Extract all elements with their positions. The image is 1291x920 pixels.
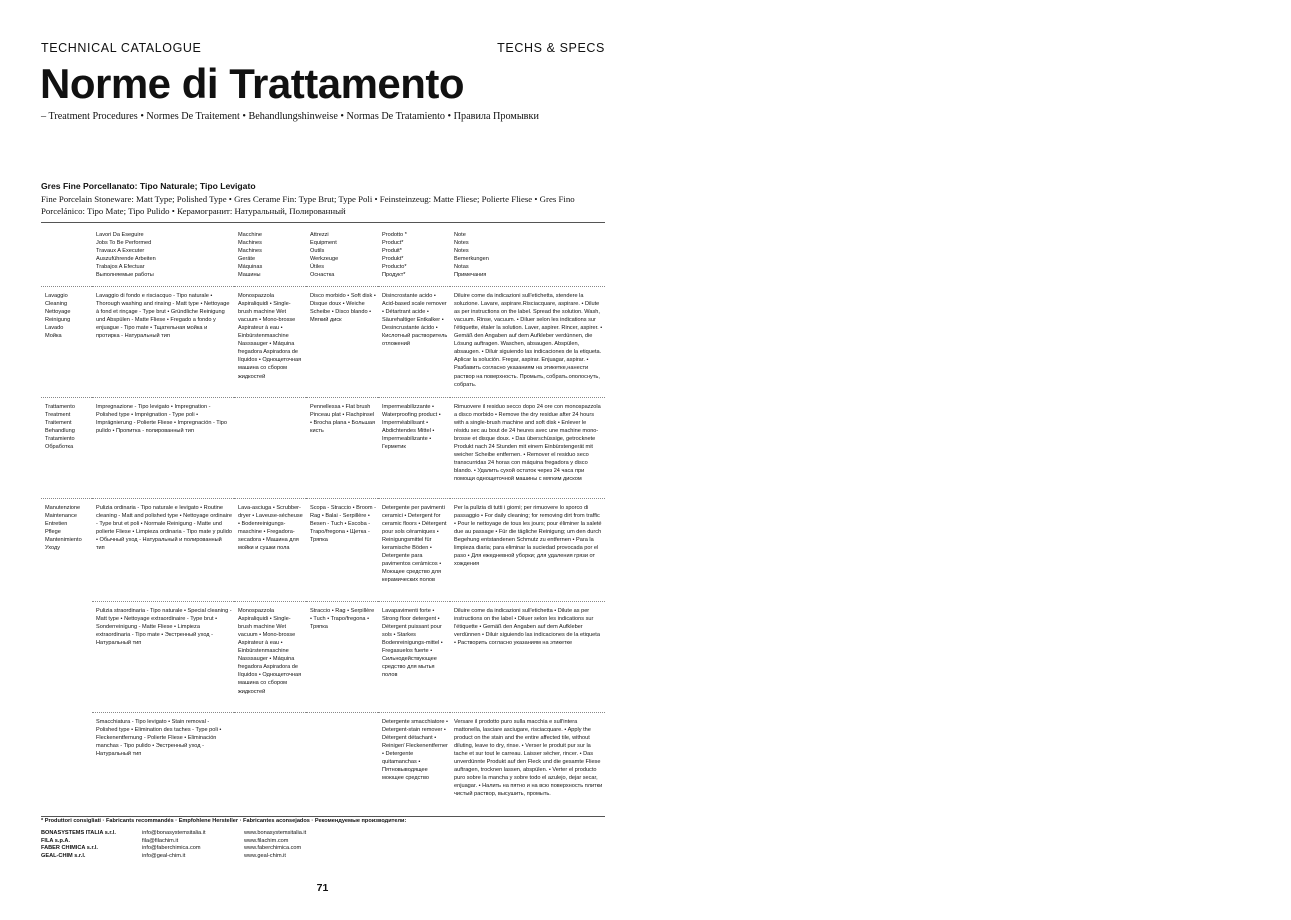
header-equipment: Attrezzi Equipment Outils Werkzeuge Útiles Оснастка xyxy=(310,232,339,279)
row-machines: Monospazzola Aspiraliquidi • Single-brush machine Wet vacuum • Mono-brosse Aspirateur à eau • Einbürstenmaschine Nasssauger • Máquina fregadora Aspiradora de líquidos • Однощеточная машина со сбором жидкостей xyxy=(234,286,306,397)
row-notes: Diluire come da indicazioni sull'etichetta • Dilute as per instructions on the label • Diluer selon les indications sur l'étiquette • Gemäß den Angaben auf dem Aufkleber verdünnen • Diluir siguiendo las indicaciones de la etiqueta • Растворить согласно указаниям на этикетке xyxy=(450,601,605,712)
section-title: Gres Fine Porcellanato: Tipo Naturale; Tipo Levigato xyxy=(41,181,256,191)
producer-email[interactable]: info@bonasystemsitalia.it xyxy=(142,830,206,836)
row-notes: Per la pulizia di tutti i giorni; per rimuovere lo sporco di passaggio • For daily cleaning; for removing dirt from traffic • Pour le nettoyage de tous les jours; pour éliminer la saleté due au passage • Für die tägliche Reinigung; um den durch Begehung entstandenen Schmutz zu entfernen • Para la limpieza diaria; para eliminar la suciedad provocada por el paso • Для ежедневной уборки; для удаления грязи от хождения xyxy=(450,498,605,601)
running-header xyxy=(41,41,605,55)
producer-name: FILA s.p.A. xyxy=(41,837,71,844)
treatment-table xyxy=(41,223,605,817)
header-left: TECHNICAL CATALOGUE xyxy=(41,41,202,55)
row-equipment: Straccio • Rag • Serpillère • Tuch • Trapo/fregona • Тряпка xyxy=(306,601,378,712)
row-equipment: Scopa - Straccio • Broom - Rag • Balai - Serpillère • Besen - Tuch • Escoba - Trapo/fregona • Щетка - Тряпка xyxy=(306,498,378,601)
row-jobs: Smacchiatura - Tipo levigato • Stain removal - Polished type • Elimination des taches - Type poli • Fleckenentfernung - Polierte Fliese • Eliminación manchas - Tipo pulido • Экстренный уход - Натуральный тип xyxy=(92,712,234,816)
producer-name: BONASYSTEMS ITALIA s.r.l. xyxy=(41,830,116,836)
producer-website[interactable]: www.filachim.com xyxy=(244,837,289,844)
producer-name: GEAL-CHIM s.r.l. xyxy=(41,852,86,859)
producer-name: FABER CHIMICA s.r.l. xyxy=(41,845,98,852)
header-right: TECHS & SPECS xyxy=(497,41,605,55)
row-machines xyxy=(234,397,306,498)
header-notes: Note Notes Notes Bemerkungen Notas Примечания xyxy=(454,232,489,279)
section-subtitle: Fine Porcelain Stoneware: Matt Type; Polished Type • Gres Cerame Fin: Type Brut; Type Poli • Feinsteinzeug: Matte Fliese; Polierte Fliese • Gres Fino Porcelánico: Tipo Mate; Tipo Pulido • Керамогранит: Натуральный, Полированный xyxy=(41,194,575,216)
row-machines xyxy=(234,712,306,816)
table-row xyxy=(41,397,605,498)
row-product: Disincrostante acido • Acid-based scale remover • Détartrant acide • Säurehaltiger Entkalker • Desincrustante ácido • Кислотный растворитель отложений xyxy=(378,286,450,397)
row-product: Detergente per pavimenti ceramici • Detergent for ceramic floors • Détergent pour sols céramiques • Reinigungsmittel für keramische Böden • Detergente para pavimentos cerámicos • Моющее средство для керамических полов xyxy=(378,498,450,601)
row-notes: Versare il prodotto puro sulla macchia e sull'intera mattonella, lasciare asciugare, risciacquare. • Apply the product on the stain and the entire affected tile, without diluting, leave to dry, rinse. • Verser le produit pur sur la tache et sur tout le carreau. Laisser sécher, rincer. • Das unverdünnte Produkt auf den Fleck und die gesamte Fliese auftragen, trocknen lassen, abspülen. • Verter el producto puro sobre la mancha y sobre todo el azulejo, dejar secar, enjuagar. • Налить на пятно и на всю поверхность плитки чистый раствор, высушить, промыть. xyxy=(450,712,605,816)
row-category: Lavaggio Cleaning Nettoyage Reinigung Lavado Мойка xyxy=(41,286,92,397)
header-jobs: Lavori Da Eseguire Jobs To Be Performed Travaux A Executer Auszuführende Arbeiten Trabajos A Efectuar Выполняемые работы xyxy=(96,232,156,279)
header-machines: Macchine Machines Machines Geräte Máquinas Машины xyxy=(238,232,263,279)
header-cell xyxy=(41,223,92,286)
row-category: Manutenzione Maintenance Entretien Pflege Mantenimiento Уходу xyxy=(41,498,92,601)
page-title: Norme di Trattamento xyxy=(40,60,465,107)
producer-row xyxy=(41,845,306,853)
table-row xyxy=(41,601,605,712)
row-jobs: Impregnazione - Tipo levigato • Impregnation - Polished type • Imprégnation - Type poli • Imprägnierung - Polierte Fliese • Impregnación - Tipo pulido • Пропитка - полированный тип xyxy=(92,397,234,498)
row-category xyxy=(41,601,92,712)
producer-website[interactable]: www.faberchimica.com xyxy=(244,845,302,852)
row-product: Impermeabilizzante • Waterproofing product • Imperméabilisant • Abdichtendes Mittel • Impermeabilizante • Герметик xyxy=(378,397,450,498)
producer-website[interactable]: www.geal-chim.it xyxy=(244,852,286,859)
producers-list xyxy=(41,830,306,860)
row-product: Detergente smacchiatore • Detergent-stain remover • Détergent détachant • Reiniger/ Fleckenentferner • Detergente quitamanchas • Пятновыводящее моющее средство xyxy=(378,712,450,816)
producers-footnote: * Produttori consigliati · Fabricants recommandés · Empfohlene Hersteller · Fabricantes aconsejados · Рекомендуемые производители: xyxy=(41,818,407,824)
row-jobs: Pulizia straordinaria - Tipo naturale • Special cleaning - Matt type • Nettoyage extraordinaire - Type brut • Sonderreinigung - Matte Fliese • Limpieza extraordinaria - Tipo mate • Экстренный уход - Натуральный тип xyxy=(92,601,234,712)
producer-website[interactable]: www.bonasystemsitalia.it xyxy=(244,830,307,836)
producer-row xyxy=(41,853,306,861)
row-jobs: Pulizia ordinaria - Tipo naturale e levigato • Routine cleaning - Matt and polished type • Nettoyage ordinaire - Type brut et poli • Normale Reinigung - Matte und polierte Fliese • Limpieza ordinaria - Tipo mate y pulido • Обычный уход - Натуральный и полированный тип xyxy=(92,498,234,601)
row-product: Lavapavimenti forte • Strong floor detergent • Détergent puissant pour sols • Starkes Bodenreinigungs-mittel • Fregasuelos fuerte • Сильнодействующее средство для мытья полов xyxy=(378,601,450,712)
row-equipment: Pennellessa • Flat brush Pinceau plat • Flachpinsel • Brocha plana • Большая кисть xyxy=(306,397,378,498)
table-row xyxy=(41,498,605,601)
page-subtitle: – Treatment Procedures • Normes De Traitement • Behandlungshinweise • Normas De Tratamiento • Правила Промывки xyxy=(41,111,539,122)
table-row xyxy=(41,286,605,397)
row-jobs: Lavaggio di fondo e risciacquo - Tipo naturale • Thorough washing and rinsing - Matt type • Nettoyage à fond et rinçage - Type brut • Gründliche Reinigung und Abspülen - Matte Fliese • Fregado a fondo y enjuague - Tipo mate • Тщательная мойка и протирка - Натуральный тип xyxy=(92,286,234,397)
row-equipment: Disco morbido • Soft disk • Disque doux • Weiche Scheibe • Disco blando • Мягкий диск xyxy=(306,286,378,397)
row-equipment xyxy=(306,712,378,816)
row-machines: Lava-asciuga • Scrubber-dryer • Laveuse-sécheuse • Bodenreinigungs-maschine • Fregadora-secadora • Машина для мойки и сушки пола xyxy=(234,498,306,601)
row-category: Trattamento Treatment Traitement Behandlung Tratamiento Обработка xyxy=(41,397,92,498)
row-machines: Monospazzola Aspiraliquidi • Single-brush machine Wet vacuum • Mono-brosse Aspirateur à eau • Einbürstenmaschine Nasssauger • Máquina fregadora Aspiradora de líquidos • Однощеточная машина со сбором жидкостей xyxy=(234,601,306,712)
producer-email[interactable]: info@geal-chim.it xyxy=(142,852,186,859)
producer-email[interactable]: fila@filachim.it xyxy=(142,837,179,844)
header-product: Prodotto * Product* Produit* Produkt* Producto* Продукт* xyxy=(382,232,407,279)
row-category xyxy=(41,712,92,816)
row-notes: Diluire come da indicazioni sull'etichetta, stendere la soluzione. Lavare, aspirare.Risciacquare, aspirare. • Dilute as per instructions on the label. Spread the solution. Wash, vacuum. Rinse, vacuum. • Diluer selon les indications sur l'étiquette, étaler la solution. Laver, aspirer. Rincer, aspirer. • Gemäß den Angaben auf dem Aufkleber verdünnen, die Lösung auftragen. Waschen, absaugen. Abspülen, absaugen. • Diluir siguiendo las indicaciones de la etiqueta. Aplicar la solución. Fregar, aspirar. Enjuagar, aspirar. • Разбавить согласно указаниям на этикетке,нанести раствор на поверхность. Промыть, собрать.ополоснуть, собрать. xyxy=(450,286,605,397)
table-row xyxy=(41,712,605,816)
producer-email[interactable]: info@faberchimica.com xyxy=(142,845,201,852)
row-notes: Rimuovere il residuo secco dopo 24 ore con monospazzola a disco morbido • Remove the dry residue after 24 hours with a single-brush machine and soft disk • Enlever le résidu sec au bout de 24 heures avec une machine mono-brosse et disque doux. • Das überschüssige, getrocknete Produkt nach 24 Stunden mit einem Einbürstengerät mit weicher Scheibe entfernen. • Remover el residuo seco transcurridas 24 horas con máquina fregadora y disco blando. • Удалить сухой остаток через 24 часа при помощи однощеточной машины с мягким диском xyxy=(450,397,605,498)
page-number: 71 xyxy=(316,882,329,894)
producer-row xyxy=(41,830,306,838)
table-header-row xyxy=(41,223,605,286)
producer-row xyxy=(41,838,306,846)
